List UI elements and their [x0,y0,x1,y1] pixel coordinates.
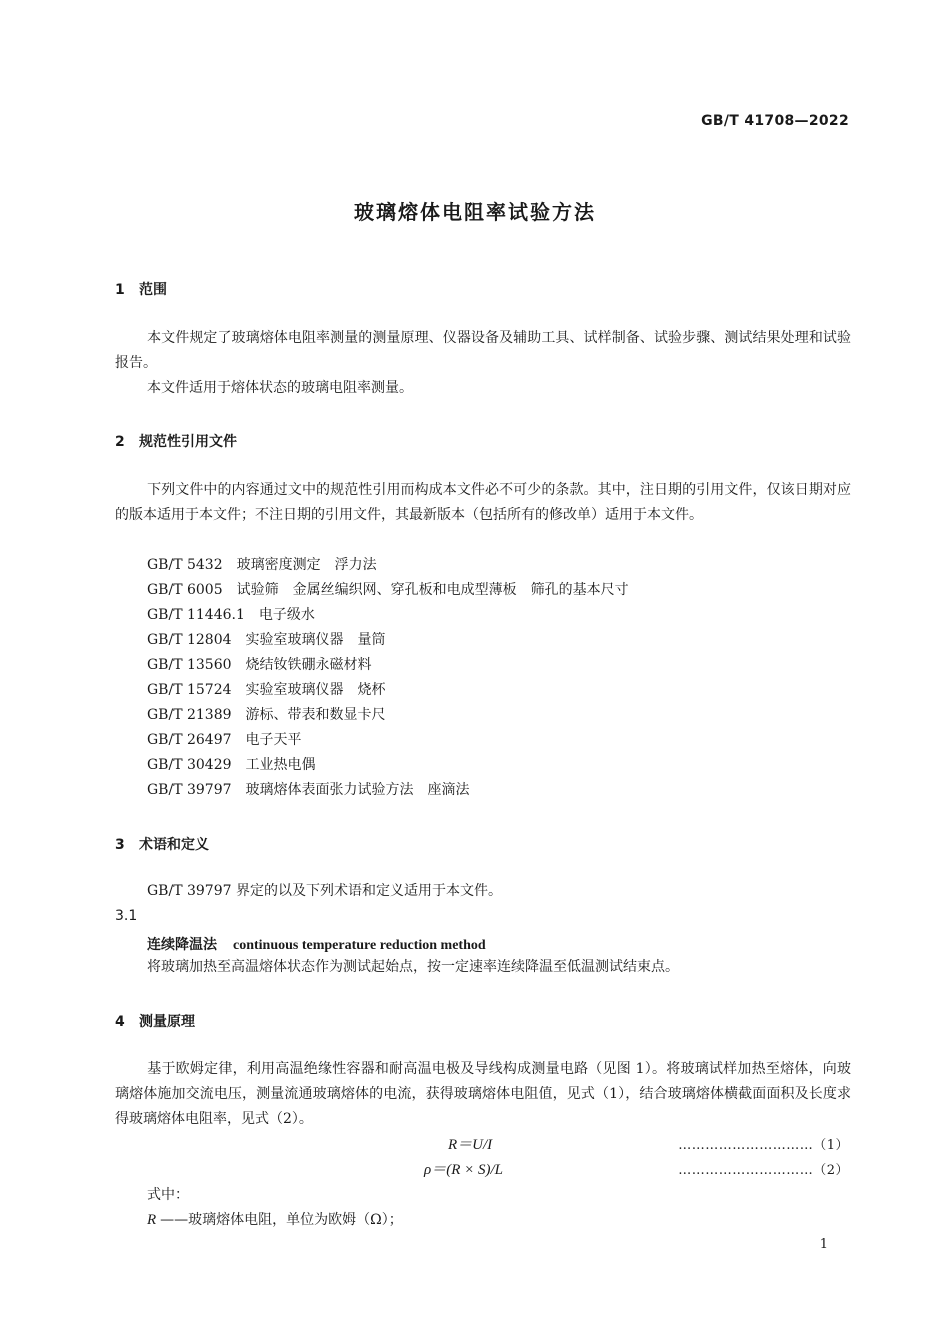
reference-item: GB/T 26497 电子天平 [147,732,302,748]
reference-item: GB/T 13560 烧结钕铁硼永磁材料 [147,657,372,673]
reference-item: GB/T 12804 实验室玻璃仪器 量筒 [147,632,386,648]
paragraph: GB/T 39797 界定的以及下列术语和定义适用于本文件。 [147,883,502,899]
equation-number-2: …………………………（2） [678,1163,849,1178]
standard-number: GB/T 41708—2022 [701,113,849,129]
section-number: 1 [115,282,125,298]
variable-description: ——玻璃熔体电阻，单位为欧姆（Ω）； [160,1212,403,1228]
formula-1: R＝U/I [448,1137,493,1153]
reference-item: GB/T 6005 试验筛 金属丝编织网、穿孔板和电成型薄板 筛孔的基本尺寸 [147,582,629,598]
variable-symbol: R [147,1212,157,1228]
section-4-heading [115,1011,195,1031]
document-title: 玻璃熔体电阻率试验方法 [354,200,596,224]
section-2-heading [115,431,237,451]
section-title: 术语和定义 [139,837,209,853]
section-1-heading [115,279,167,299]
section-title: 范围 [139,282,167,298]
section-number: 3 [115,837,125,853]
section-number: 4 [115,1014,125,1030]
equation-number-1: …………………………（1） [678,1138,849,1153]
term-heading [147,934,486,954]
term-en: continuous temperature reduction method [233,938,486,953]
reference-item: GB/T 30429 工业热电偶 [147,757,316,773]
paragraph: 本文件规定了玻璃熔体电阻率测量的测量原理、仪器设备及辅助工具、试样制备、试验步骤、测试结果处理和试验报告。 [115,330,851,371]
section-number: 2 [115,434,125,450]
paragraph: 基于欧姆定律，利用高温绝缘性容器和耐高温电极及导线构成测量电路（见图 1）。将玻璃试样加热至熔体，向玻璃熔体施加交流电压，测量流通玻璃熔体的电流，获得玻璃熔体电阻值，见式（1），结合玻璃熔体横截面面积及长度求得玻璃熔体电阻率，见式（2）。 [115,1061,851,1127]
section-title: 规范性引用文件 [139,434,237,450]
reference-item: GB/T 5432 玻璃密度测定 浮力法 [147,557,377,573]
reference-item: GB/T 21389 游标、带表和数显卡尺 [147,707,386,723]
reference-item: GB/T 15724 实验室玻璃仪器 烧杯 [147,682,386,698]
term-zh: 连续降温法 [147,937,217,953]
reference-item: GB/T 11446.1 电子级水 [147,607,315,623]
term-number: 3.1 [115,908,138,924]
page-number: 1 [819,1237,828,1252]
paragraph: 本文件适用于熔体状态的玻璃电阻率测量。 [147,380,413,396]
reference-item: GB/T 39797 玻璃熔体表面张力试验方法 座滴法 [147,782,470,798]
section-3-heading [115,834,209,854]
paragraph: 下列文件中的内容通过文中的规范性引用而构成本文件必不可少的条款。其中，注日期的引用文件，仅该日期对应的版本适用于本文件；不注日期的引用文件，其最新版本（包括所有的修改单）适用于本文件。 [115,482,851,523]
term-definition: 将玻璃加热至高温熔体状态作为测试起始点，按一定速率连续降温至低温测试结束点。 [147,959,679,975]
section-title: 测量原理 [139,1014,195,1030]
variable-definition [147,1208,403,1233]
formula-2: ρ＝(R × S)/L [424,1162,503,1178]
where-label: 式中： [147,1187,189,1203]
